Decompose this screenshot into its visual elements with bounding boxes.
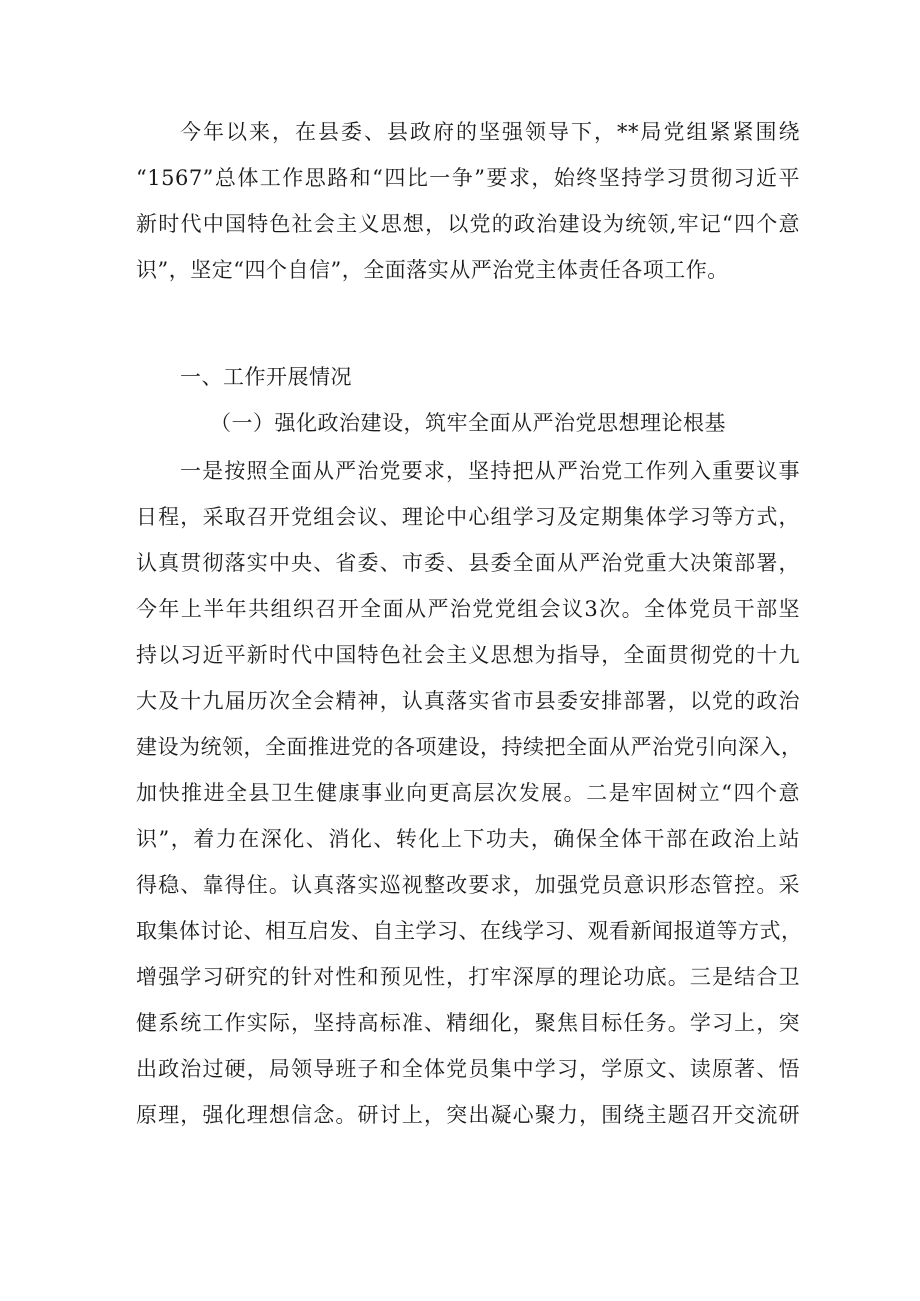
body-line-4: 今年上半年共组织召开全面从严治党党组会议3次。全体党员干部坚: [136, 597, 800, 621]
body-line-5: 持以习近平新时代中国特色社会主义思想为指导，全面贯彻党的十九: [136, 643, 800, 667]
intro-line-1: 今年以来，在县委、县政府的坚强领导下，**局党组紧紧围绕: [180, 120, 800, 144]
body-line-12: 增强学习研究的针对性和预见性，打牢深厚的理论功底。三是结合卫: [136, 965, 800, 989]
body-line-6: 大及十九届历次全会精神，认真落实省市县委安排部署，以党的政治: [136, 689, 800, 713]
body-line-9: 识”，着力在深化、消化、转化上下功夫，确保全体干部在政治上站: [136, 827, 800, 851]
body-line-10: 得稳、靠得住。认真落实巡视整改要求，加强党员意识形态管控。采: [136, 873, 800, 897]
body-line-3: 认真贯彻落实中央、省委、市委、县委全面从严治党重大决策部署，: [136, 551, 800, 575]
body-line-8: 加快推进全县卫生健康事业向更高层次发展。二是牢固树立“四个意: [136, 781, 800, 805]
body-line-11: 取集体讨论、相互启发、自主学习、在线学习、观看新闻报道等方式，: [136, 919, 803, 943]
intro-line-4: 识”，坚定“四个自信”，全面落实从严治党主体责任各项工作。: [136, 258, 729, 282]
body-line-7: 建设为统领，全面推进党的各项建设，持续把全面从严治党引向深入，: [136, 735, 803, 759]
body-line-1: 一是按照全面从严治党要求，坚持把从严治党工作列入重要议事: [180, 459, 800, 483]
body-line-14: 出政治过硬，局领导班子和全体党员集中学习，学原文、读原著、悟: [136, 1057, 800, 1081]
section-subheading: （一）强化政治建设，筑牢全面从严治党思想理论根基: [210, 411, 726, 435]
body-line-13: 健系统工作实际，坚持高标准、精细化，聚焦目标任务。学习上，突: [136, 1011, 800, 1035]
intro-line-3: 新时代中国特色社会主义思想，以党的政治建设为统领,牢记“四个意: [136, 212, 800, 236]
body-line-2: 日程，采取召开党组会议、理论中心组学习及定期集体学习等方式，: [136, 505, 800, 529]
intro-line-2: “1567”总体工作思路和“四比一争”要求，始终坚持学习贯彻习近平: [136, 166, 800, 190]
section-heading: 一、工作开展情况: [180, 365, 352, 389]
body-line-15: 原理，强化理想信念。研讨上，突出凝心聚力，围绕主题召开交流研: [136, 1103, 800, 1127]
